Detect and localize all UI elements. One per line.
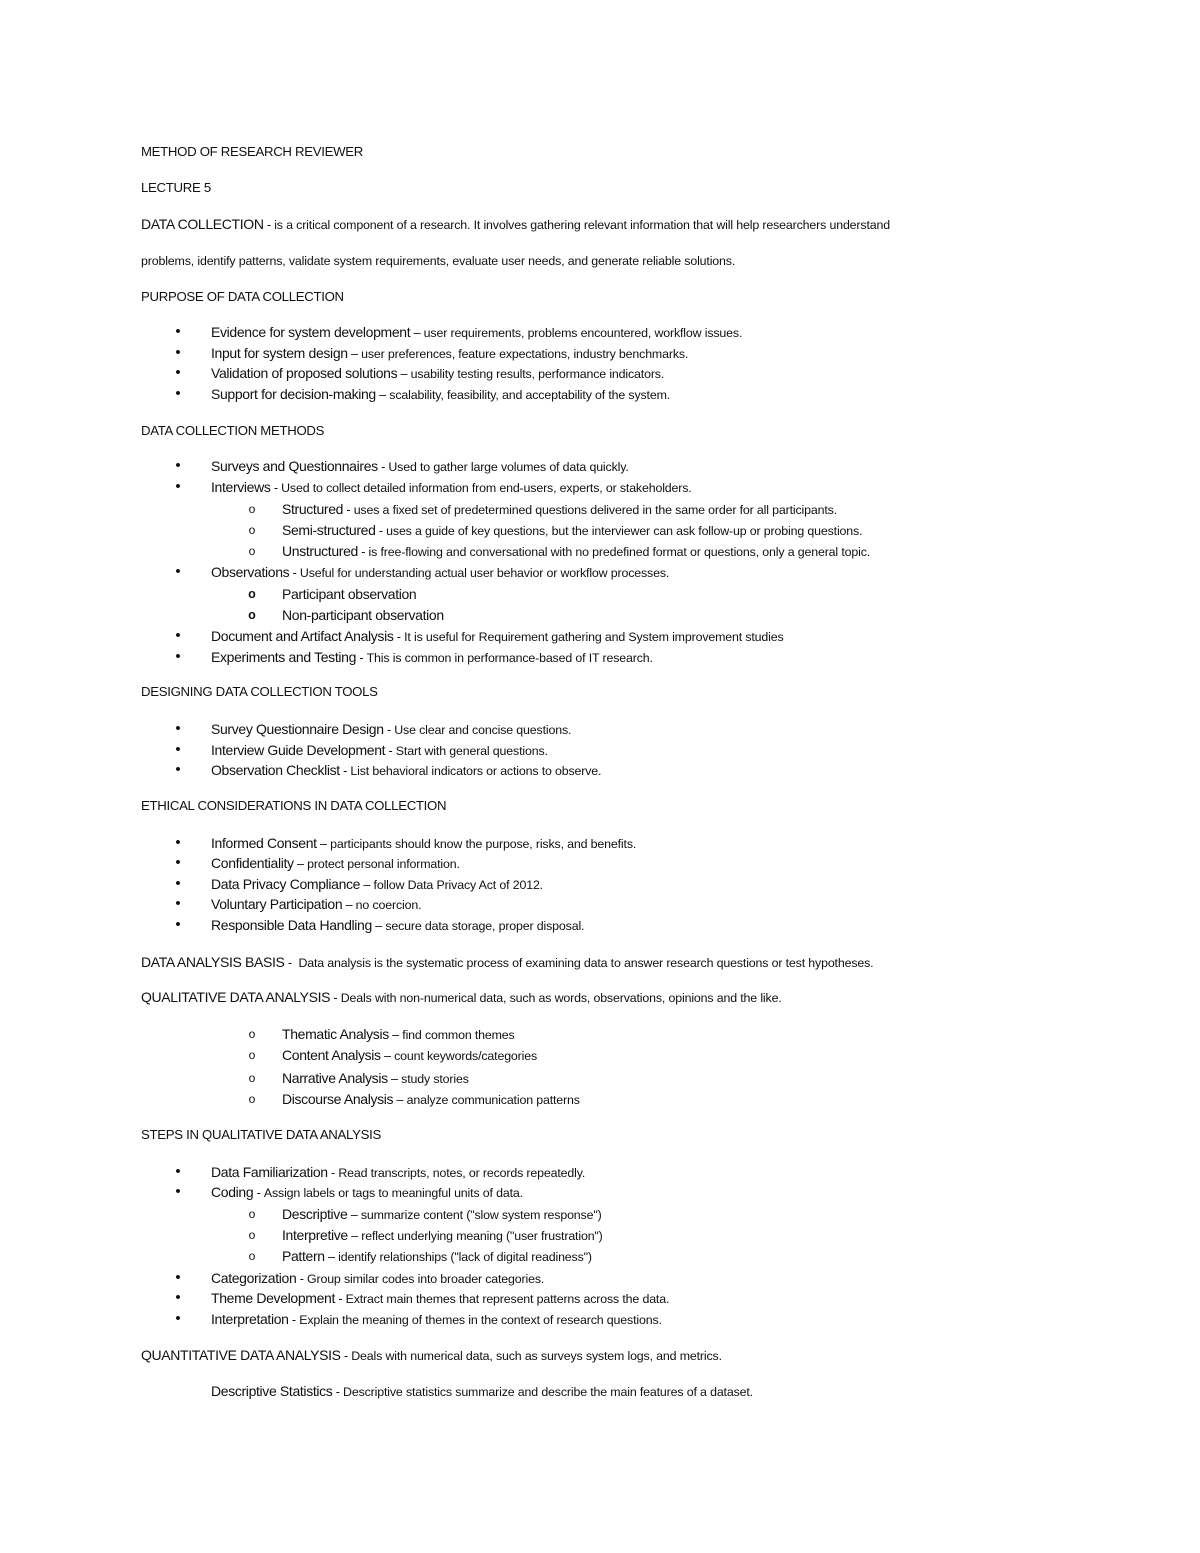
term: Document and Artifact Analysis	[211, 628, 394, 644]
separator: -	[356, 651, 367, 665]
separator: -	[335, 1292, 346, 1306]
bullet-icon	[171, 323, 185, 341]
bullet-icon	[171, 627, 185, 645]
term: Unstructured	[282, 543, 358, 559]
separator: –	[347, 347, 362, 361]
separator: –	[342, 898, 356, 912]
term: Semi-structured	[282, 522, 376, 538]
sub-list-item	[282, 1247, 592, 1266]
separator: –	[397, 367, 411, 381]
separator: -	[375, 524, 387, 538]
term: Input for system design	[211, 345, 348, 361]
separator: –	[360, 878, 374, 892]
bullet-icon	[171, 1163, 185, 1181]
description: user preferences, feature expectations, industry benchmarks.	[361, 347, 689, 361]
bullet-icon	[171, 648, 185, 666]
description: secure data storage, proper disposal.	[385, 919, 585, 933]
description: List behavioral indicators or actions to observe.	[350, 764, 602, 778]
term: DATA ANALYSIS BASIS	[141, 954, 285, 970]
description: Used to collect detailed information from end-users, experts, or stakeholders.	[281, 481, 692, 495]
data-collection-definition-cont: problems, identify patterns, validate system requirements, evaluate user needs, and generate reliable solutions.	[141, 254, 736, 268]
lecture-label: LECTURE 5	[141, 180, 211, 195]
separator: –	[293, 857, 308, 871]
term: Theme Development	[211, 1290, 336, 1306]
term: Discourse Analysis	[282, 1091, 394, 1107]
description: Extract main themes that represent patterns across the data.	[345, 1292, 670, 1306]
list-item	[211, 563, 669, 582]
term: Narrative Analysis	[282, 1070, 388, 1086]
term: Confidentiality	[211, 855, 294, 871]
separator: –	[393, 1093, 407, 1107]
description: Deals with numerical data, such as surveys system logs, and metrics.	[351, 1349, 722, 1363]
list-item	[211, 364, 664, 383]
bullet-icon	[171, 364, 185, 382]
descriptive-statistics	[211, 1382, 753, 1401]
sub-list-item	[282, 1205, 602, 1224]
description: Read transcripts, notes, or records repeatedly.	[338, 1166, 586, 1180]
description: Assign labels or tags to meaningful units of data.	[263, 1186, 523, 1200]
bullet-icon	[171, 344, 185, 362]
sub-bullet-icon	[245, 1090, 259, 1108]
description: Deals with non-numerical data, such as words, observations, opinions and the like.	[340, 991, 782, 1005]
list-item	[211, 457, 629, 476]
separator: -	[393, 630, 405, 644]
bullet-icon	[171, 916, 185, 934]
sub-bullet-icon	[245, 1226, 259, 1244]
bullet-icon	[171, 761, 185, 779]
description: reflect underlying meaning ("user frustration")	[361, 1229, 603, 1243]
list-item	[211, 916, 584, 935]
separator: -	[327, 1166, 339, 1180]
sub-bullet-icon	[245, 1247, 259, 1265]
sub-list-item: Participant observation	[282, 586, 417, 602]
separator: –	[388, 1028, 403, 1042]
separator: –	[347, 1229, 362, 1243]
bullet-icon	[171, 385, 185, 403]
list-item	[211, 741, 548, 760]
separator: -	[330, 991, 341, 1005]
list-item	[211, 385, 670, 404]
separator: -	[289, 566, 300, 580]
separator: -	[284, 956, 299, 970]
data-collection-definition	[141, 215, 890, 234]
description: uses a guide of key questions, but the interviewer can ask follow-up or probing questions.	[386, 524, 863, 538]
separator: -	[296, 1272, 307, 1286]
term: Evidence for system development	[211, 324, 411, 340]
separator: –	[371, 919, 386, 933]
separator: -	[253, 1186, 264, 1200]
description: scalability, feasibility, and acceptability of the system.	[389, 388, 671, 402]
separator: –	[387, 1072, 402, 1086]
bullet-icon	[171, 1183, 185, 1201]
data-analysis-basis	[141, 953, 873, 972]
description: user requirements, problems encountered, workflow issues.	[423, 326, 743, 340]
sub-list-item	[282, 500, 837, 519]
description: study stories	[401, 1072, 469, 1086]
description: follow Data Privacy Act of 2012.	[373, 878, 543, 892]
quantitative-analysis-definition	[141, 1346, 722, 1365]
list-item	[211, 648, 653, 667]
sub-list-item	[282, 1226, 603, 1245]
list-item	[211, 895, 421, 914]
term: Observation Checklist	[211, 762, 340, 778]
term: Observations	[211, 564, 290, 580]
term: Coding	[211, 1184, 254, 1200]
list-item	[211, 1269, 544, 1288]
term: Validation of proposed solutions	[211, 365, 398, 381]
description: Useful for understanding actual user behavior or workflow processes.	[299, 566, 670, 580]
separator: –	[324, 1250, 339, 1264]
bullet-icon	[171, 478, 185, 496]
description: Start with general questions.	[395, 744, 548, 758]
sub-bullet-icon	[245, 542, 259, 560]
sub-list-item	[282, 521, 862, 540]
list-item	[211, 875, 543, 894]
term: Informed Consent	[211, 835, 317, 851]
list-item	[211, 627, 784, 646]
list-item	[211, 1163, 585, 1182]
section-heading-steps: STEPS IN QUALITATIVE DATA ANALYSIS	[141, 1127, 381, 1142]
separator: -	[385, 744, 396, 758]
sub-bullet-icon	[245, 1025, 259, 1043]
section-heading-methods: DATA COLLECTION METHODS	[141, 423, 325, 438]
separator: -	[343, 503, 354, 517]
term: Data Familiarization	[211, 1164, 328, 1180]
description: Descriptive statistics summarize and describe the main features of a dataset.	[343, 1385, 753, 1399]
term: Content Analysis	[282, 1047, 381, 1063]
separator: -	[332, 1385, 344, 1399]
description: Use clear and concise questions.	[394, 723, 572, 737]
term: Data Privacy Compliance	[211, 876, 361, 892]
bullet-icon	[171, 720, 185, 738]
term: Surveys and Questionnaires	[211, 458, 378, 474]
list-item	[211, 478, 692, 497]
term: Descriptive Statistics	[211, 1383, 333, 1399]
qualitative-analysis-definition	[141, 988, 782, 1007]
list-item	[211, 323, 742, 342]
term: Categorization	[211, 1270, 297, 1286]
term: Interpretive	[282, 1227, 348, 1243]
separator: -	[340, 1349, 352, 1363]
term: Structured	[282, 501, 344, 517]
term: Responsible Data Handling	[211, 917, 372, 933]
separator: -	[288, 1313, 300, 1327]
sub-list-item: Non-participant observation	[282, 607, 444, 623]
term: Interview Guide Development	[211, 742, 386, 758]
description: is a critical component of a research. It involves gathering relevant information that will help researchers understand	[274, 218, 890, 232]
term: QUANTITATIVE DATA ANALYSIS	[141, 1347, 341, 1363]
list-item	[211, 761, 601, 780]
sub-list-item	[282, 1046, 537, 1065]
sub-list-item	[282, 1069, 469, 1088]
sub-list-item	[282, 1025, 515, 1044]
sub-bullet-icon	[245, 1046, 259, 1064]
separator: –	[316, 837, 331, 851]
sub-bullet-icon	[245, 1069, 259, 1087]
sub-list-item	[282, 542, 870, 561]
separator: –	[375, 388, 390, 402]
description: find common themes	[402, 1028, 515, 1042]
bullet-icon	[171, 563, 185, 581]
description: is free-flowing and conversational with no predefined format or questions, only a general topic.	[368, 545, 871, 559]
description: summarize content ("slow system response")	[360, 1208, 602, 1222]
sub-bullet-icon	[245, 500, 259, 518]
description: This is common in performance-based of IT research.	[366, 651, 653, 665]
separator: -	[270, 481, 282, 495]
bullet-icon	[171, 875, 185, 893]
separator: –	[380, 1049, 395, 1063]
separator: -	[357, 545, 369, 559]
description: Group similar codes into broader categories.	[306, 1272, 545, 1286]
term: Voluntary Participation	[211, 896, 343, 912]
description: protect personal information.	[307, 857, 460, 871]
description: It is useful for Requirement gathering and System improvement studies	[404, 630, 784, 644]
sub-bullet-icon	[245, 521, 259, 539]
list-item	[211, 1289, 669, 1308]
sub-bullet-icon	[245, 585, 259, 603]
list-item	[211, 1310, 662, 1329]
list-item	[211, 1183, 523, 1202]
term: Descriptive	[282, 1206, 348, 1222]
list-item	[211, 834, 636, 853]
section-heading-ethics: ETHICAL CONSIDERATIONS IN DATA COLLECTION	[141, 798, 447, 813]
term: QUALITATIVE DATA ANALYSIS	[141, 989, 331, 1005]
term: DATA COLLECTION	[141, 216, 264, 232]
bullet-icon	[171, 457, 185, 475]
description: Used to gather large volumes of data quickly.	[388, 460, 629, 474]
term: Interpretation	[211, 1311, 289, 1327]
bullet-icon	[171, 854, 185, 872]
bullet-icon	[171, 1310, 185, 1328]
term: Support for decision-making	[211, 386, 376, 402]
separator: -	[377, 460, 389, 474]
separator: –	[410, 326, 424, 340]
sub-bullet-icon	[245, 1205, 259, 1223]
bullet-icon	[171, 1289, 185, 1307]
description: no coercion.	[355, 898, 422, 912]
separator: -	[263, 218, 275, 232]
description: Data analysis is the systematic process of examining data to answer research questions or test hypotheses.	[298, 956, 874, 970]
description: participants should know the purpose, risks, and benefits.	[330, 837, 637, 851]
description: count keywords/categories	[394, 1049, 538, 1063]
section-heading-designing: DESIGNING DATA COLLECTION TOOLS	[141, 684, 378, 699]
bullet-icon	[171, 834, 185, 852]
bullet-icon	[171, 741, 185, 759]
description: uses a fixed set of predetermined questions delivered in the same order for all participants.	[353, 503, 838, 517]
bullet-icon	[171, 895, 185, 913]
term: Experiments and Testing	[211, 649, 357, 665]
list-item	[211, 344, 688, 363]
term: Pattern	[282, 1248, 325, 1264]
description: identify relationships ("lack of digital readiness")	[338, 1250, 592, 1264]
term: Interviews	[211, 479, 271, 495]
separator: -	[383, 723, 395, 737]
document-title: METHOD OF RESEARCH REVIEWER	[141, 144, 363, 159]
separator: –	[347, 1208, 361, 1222]
sub-bullet-icon	[245, 606, 259, 624]
description: Explain the meaning of themes in the context of research questions.	[299, 1313, 662, 1327]
separator: -	[339, 764, 351, 778]
description: usability testing results, performance indicators.	[410, 367, 665, 381]
list-item	[211, 854, 460, 873]
term: Thematic Analysis	[282, 1026, 389, 1042]
section-heading-purpose: PURPOSE OF DATA COLLECTION	[141, 289, 344, 304]
sub-list-item	[282, 1090, 580, 1109]
term: Survey Questionnaire Design	[211, 721, 384, 737]
description: analyze communication patterns	[406, 1093, 580, 1107]
bullet-icon	[171, 1269, 185, 1287]
list-item	[211, 720, 571, 739]
